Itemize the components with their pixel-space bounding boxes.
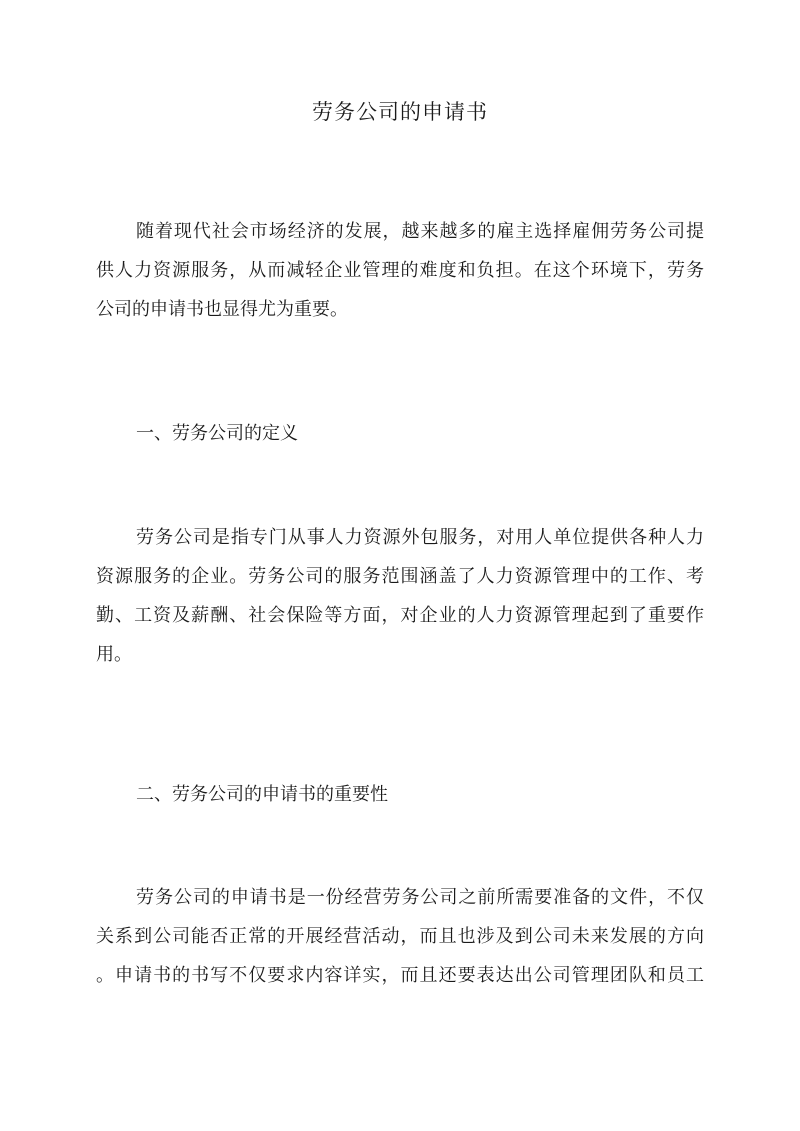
intro-line: 供人力资源服务，从而减轻企业管理的难度和负担。在这个环境下，劳务 bbox=[96, 260, 704, 281]
section-1-line: 勤、工资及薪酬、社会保险等方面，对企业的人力资源管理起到了重要作 bbox=[96, 605, 704, 626]
section-1-heading: 一、劳务公司的定义 bbox=[136, 423, 298, 444]
document-title: 劳务公司的申请书 bbox=[312, 100, 488, 124]
intro-line: 随着现代社会市场经济的发展，越来越多的雇主选择雇佣劳务公司提 bbox=[136, 221, 704, 242]
section-1-paragraph bbox=[96, 518, 704, 674]
section-2-line: 劳务公司的申请书是一份经营劳务公司之前所需要准备的文件，不仅 bbox=[136, 887, 704, 908]
section-2-line: 关系到公司能否正常的开展经营活动，而且也涉及到公司未来发展的方向 bbox=[96, 926, 704, 947]
intro-line: 公司的申请书也显得尤为重要。 bbox=[96, 299, 348, 320]
section-1-line: 用。 bbox=[96, 644, 132, 665]
section-2-heading: 二、劳务公司的申请书的重要性 bbox=[136, 784, 388, 805]
intro-paragraph bbox=[96, 212, 704, 329]
section-1-line: 劳务公司是指专门从事人力资源外包服务，对用人单位提供各种人力 bbox=[136, 527, 704, 548]
section-2-line: 。申请书的书写不仅要求内容详实，而且还要表达出公司管理团队和员工 bbox=[96, 965, 704, 986]
section-1-line: 资源服务的企业。劳务公司的服务范围涵盖了人力资源管理中的工作、考 bbox=[96, 566, 704, 587]
section-2-paragraph bbox=[96, 878, 704, 995]
